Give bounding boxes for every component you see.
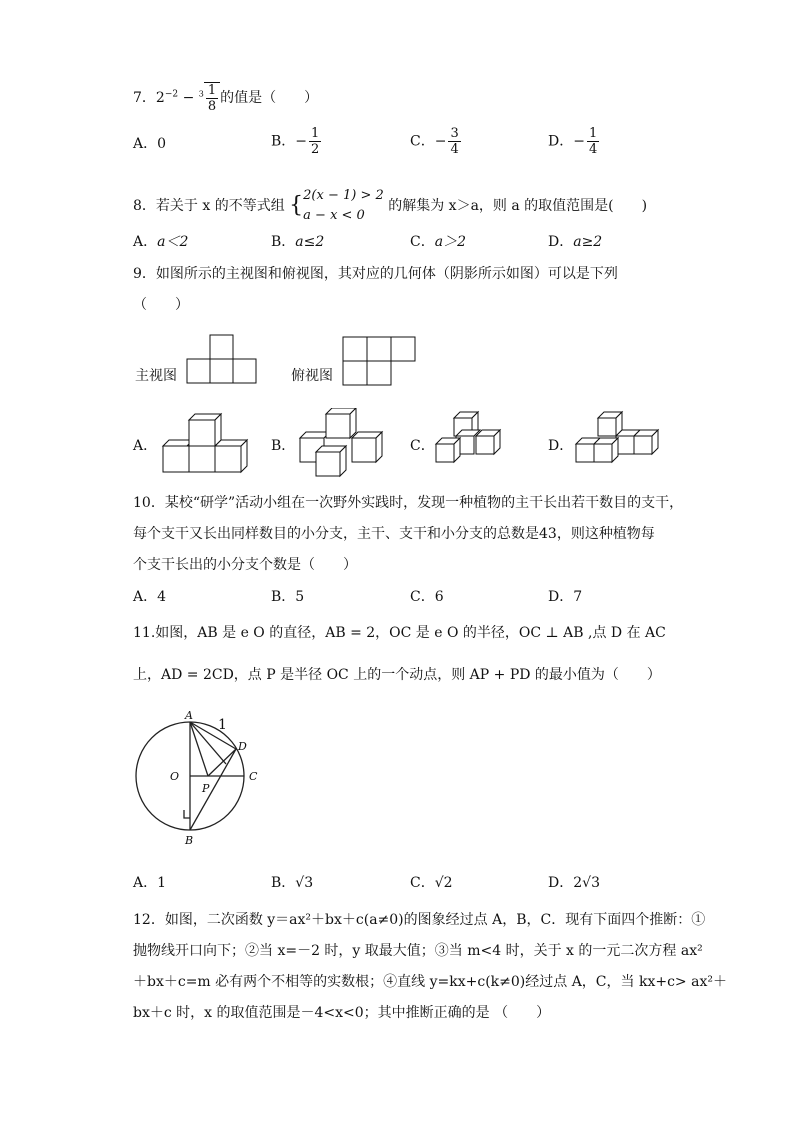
- q9-option-d-solid-icon: [572, 410, 662, 468]
- label-c: C: [249, 770, 258, 783]
- q11-option-b[interactable]: B．√3: [271, 875, 314, 891]
- q8-stem: 8．若关于 x 的不等式组 { 2(x − 1) > 2 a − x < 0 的解集为 x＞a，则 a 的取值范围是( ): [133, 188, 648, 223]
- q11-option-c[interactable]: C．√2: [410, 875, 453, 891]
- label-o: O: [170, 770, 180, 783]
- q9-option-c[interactable]: C．: [410, 438, 435, 454]
- q9-option-b[interactable]: B．: [271, 438, 296, 454]
- q11-option-a[interactable]: A．1: [133, 875, 167, 891]
- label-one: 1: [218, 717, 227, 733]
- q10-stem-line3: 个支干长出的小分支个数是（ ）: [133, 557, 357, 573]
- label-b: B: [185, 834, 194, 847]
- label-p: P: [202, 782, 210, 795]
- q7-option-b[interactable]: B．− $\frac{1}{2}$: [271, 126, 320, 157]
- q10-option-a[interactable]: A．4: [133, 589, 167, 605]
- front-view-figure: [186, 334, 258, 384]
- q10-option-d[interactable]: D．7: [548, 589, 583, 605]
- q12-stem-line3: ＋bx＋c=m 必有两个不相等的实数根；④直线 y=kx+c(k≠0)经过点 A，C，当 kx+c> ax²＋: [133, 974, 727, 990]
- q12-stem-line2: 抛物线开口向下；②当 x=－2 时，y 取最大值；③当 m<4 时，关于 x 的一元二次方程 ax²: [133, 943, 703, 959]
- q7-option-c[interactable]: C．− $\frac{3}{4}$: [410, 126, 459, 157]
- q8-option-c[interactable]: C．a＞2: [410, 234, 466, 250]
- q11-option-d[interactable]: D．2√3: [548, 875, 600, 891]
- q11-stem-line1: 11.如图，AB 是 e O 的直径，AB = 2，OC 是 e O 的半径，OC ⊥ AB ,点 D 在 AC: [133, 625, 666, 641]
- q7-stem: 7．$2^{-2} - ^3$ $\frac{1}{8}$ 的值是（ ）: [133, 83, 319, 114]
- q12-stem-line4: bx＋c 时，x 的取值范围是－4<x<0；其中推断正确的是 （ ）: [133, 1005, 551, 1021]
- q7-option-d[interactable]: D．− $\frac{1}{4}$: [548, 126, 598, 157]
- q10-option-b[interactable]: B．5: [271, 589, 305, 605]
- q11-circle-figure: [128, 706, 268, 852]
- q9-stem-line1: 9．如图所示的主视图和俯视图，其对应的几何体（阴影所示如图）可以是下列: [133, 266, 618, 282]
- top-view-figure: [342, 336, 416, 386]
- top-view-label: 俯视图: [291, 368, 333, 384]
- q10-stem-line1: 10．某校“研学”活动小组在一次野外实践时，发现一种植物的主干长出若干数目的支干，: [133, 495, 684, 511]
- q9-option-b-solid-icon: [296, 408, 392, 480]
- q8-option-d[interactable]: D．a≥2: [548, 234, 603, 250]
- q9-option-d[interactable]: D．: [548, 438, 574, 454]
- q8-option-a[interactable]: A．a＜2: [133, 234, 189, 250]
- q7-root-fraction: $\frac{1}{8}$: [207, 83, 217, 114]
- front-view-label: 主视图: [135, 368, 177, 384]
- q12-stem-line1: 12．如图，二次函数 y＝ax²＋bx＋c(a≠0)的图象经过点 A，B，C．现有下面四个推断：①: [133, 912, 706, 928]
- q7-option-a[interactable]: A．0: [133, 136, 167, 152]
- q9-option-a-solid-icon: [160, 412, 256, 474]
- q11-stem-line2: 上，AD = 2CD，点 P 是半径 OC 上的一个动点，则 AP + PD 的最小值为（ ）: [133, 667, 661, 683]
- q10-stem-line2: 每个支干又长出同样数目的小分支，主干、支干和小分支的总数是43，则这种植物每: [133, 526, 655, 542]
- q10-option-c[interactable]: C．6: [410, 589, 444, 605]
- q9-stem-line2: （ ）: [133, 297, 189, 313]
- q9-option-c-solid-icon: [432, 410, 504, 468]
- q8-option-b[interactable]: B．a≤2: [271, 234, 325, 250]
- label-a: A: [185, 709, 193, 722]
- label-d: D: [238, 740, 247, 753]
- q9-option-a[interactable]: A．: [133, 438, 158, 454]
